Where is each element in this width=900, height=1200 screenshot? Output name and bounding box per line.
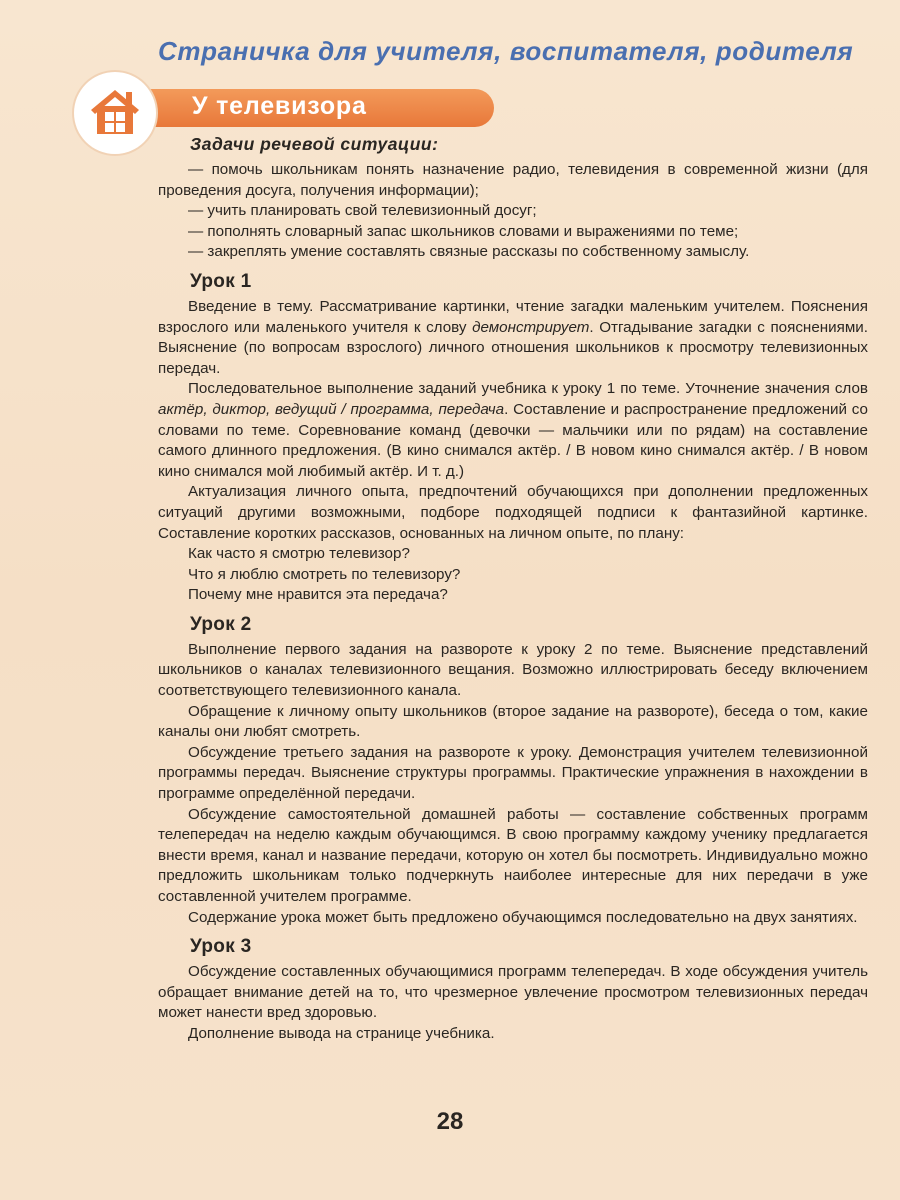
lesson-1-paragraph: Введение в тему. Рассматривание картинки, чтение загадки маленьким учителем. Пояснения взрослого или маленького учителя к слову демонстрирует. Отгадывание загадки с пояснениями. Выяснение (по вопросам взрослого) личного отношения школьников к просмотру телевизионных передач. — [158, 297, 869, 377]
page-number: 28 — [436, 1108, 464, 1135]
lesson-2-paragraph: Обращение к личному опыту школьников (второе задание на развороте), беседа о том, какие каналы они любят смотреть. — [158, 702, 868, 741]
lesson-2-body — [158, 640, 868, 928]
lesson-2-title: Урок 2 — [190, 613, 252, 635]
page-header-title: Страничка для учителя, воспитателя, родителя — [158, 36, 854, 66]
lesson-1-paragraph: Актуализация личного опыта, предпочтений обучающихся при дополнении предложенных ситуаций другими возможными, подборе подходящей подписи к фантазийной картинке. Составление коротких рассказов, основанных на личном опыте, по плану: — [158, 483, 868, 542]
section-title-banner — [140, 89, 494, 127]
lesson-1-body — [158, 297, 868, 606]
lesson-1-title: Урок 1 — [190, 270, 252, 292]
house-icon — [87, 84, 143, 140]
tasks-list — [158, 160, 868, 263]
task-item: — закреплять умение составлять связные рассказы по собственному замыслу. — [188, 243, 750, 261]
lesson-3-title: Урок 3 — [190, 936, 252, 958]
plan-item: Как часто я смотрю телевизор? — [188, 545, 410, 563]
plan-item: Что я люблю смотреть по телевизору? — [188, 565, 461, 583]
section-icon-badge — [74, 72, 156, 154]
section-title: У телевизора — [192, 92, 367, 120]
plan-item: Почему мне нравится эта передача? — [188, 586, 448, 604]
lesson-1-paragraph: Последовательное выполнение заданий учебника к уроку 1 по теме. Уточнение значения слов актёр, диктор, ведущий / программа, передача. Составление и распространение предложений со словами по теме. Соревнование команд (девочки — мальчики или по рядам) на составление самого длинного предложения. (В кино снимался актёр. / В новом кино снимался актёр. / В новом кино снимался мой любимый актёр. И т. д.) — [158, 380, 868, 480]
lesson-3-paragraph: Дополнение вывода на странице учебника. — [188, 1024, 495, 1042]
lesson-3-paragraph: Обсуждение составленных обучающимися программ телепередач. В ходе обсуждения учитель обращает внимание детей на то, что чрезмерное увлечение просмотром телевизионных передач может нанести вред здоровью. — [158, 963, 868, 1022]
lesson-2-paragraph: Содержание урока может быть предложено обучающимся последовательно на двух занятиях. — [188, 908, 858, 926]
lesson-3-body — [158, 962, 868, 1044]
main-content — [158, 134, 869, 1045]
tasks-heading: Задачи речевой ситуации: — [190, 134, 439, 154]
lesson-2-paragraph: Обсуждение самостоятельной домашней работы — составление собственных программ телепередач на неделю каждым обучающимся. В свою программу каждому ученику предлагается внести время, канал и название передачи, которую он хотел бы посмотреть. Индивидуально можно предложить школьникам только подчеркнуть наиболее интересные для них передачи в уже составленной учителем программе. — [158, 805, 868, 905]
task-item: — пополнять словарный запас школьников словами и выражениями по теме; — [188, 222, 739, 240]
lesson-2-paragraph: Обсуждение третьего задания на развороте к уроку. Демонстрация учителем телевизионной программы передач. Выяснение структуры программы. Практические упражнения в нахождении в программе определённой передачи. — [158, 743, 868, 803]
task-item: — учить планировать свой телевизионный досуг; — [188, 202, 537, 220]
lesson-2-paragraph: Выполнение первого задания на развороте к уроку 2 по теме. Выяснение представлений школьников о каналах телевизионного вещания. Возможно иллюстрировать беседу включением соответствующего телевизионного канала. — [158, 640, 868, 700]
task-item: — помочь школьникам понять назначение радио, телевидения в современной жизни (для проведения досуга, получения информации); — [158, 161, 868, 199]
